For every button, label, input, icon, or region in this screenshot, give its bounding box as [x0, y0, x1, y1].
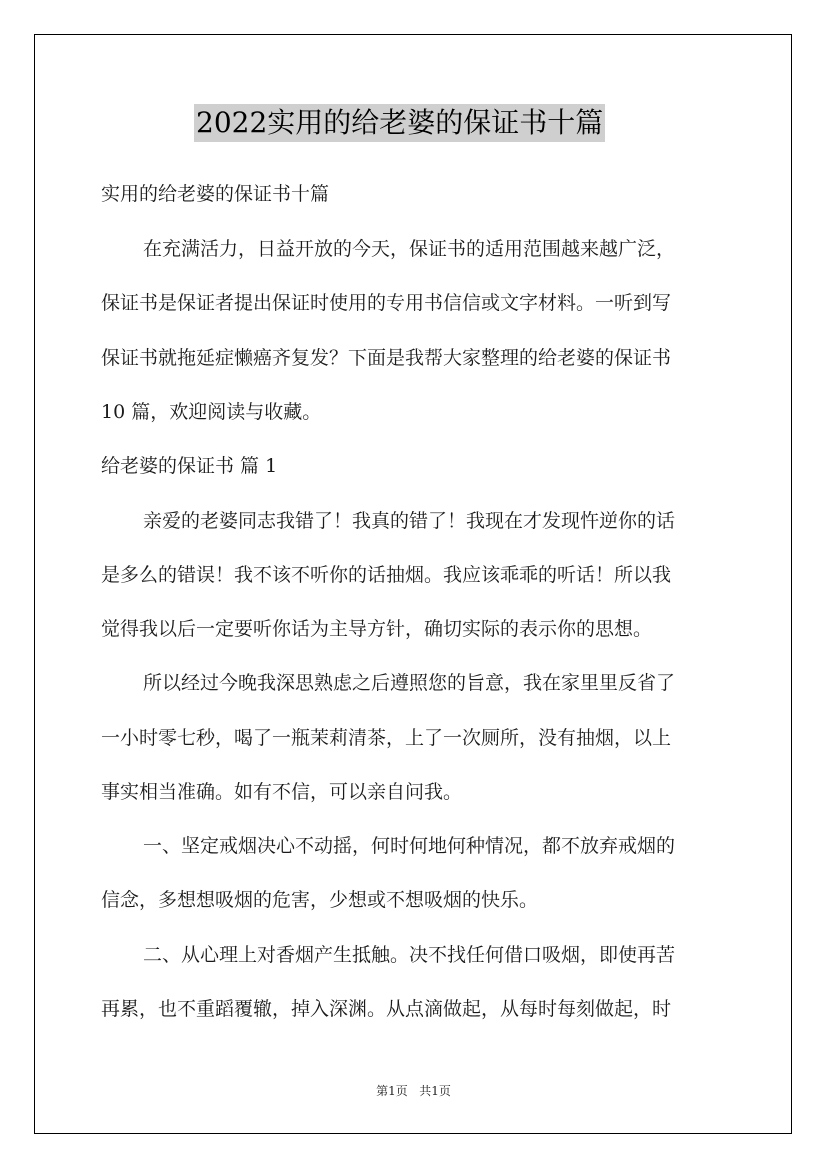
- document-title: 2022实用的给老婆的保证书十篇: [194, 104, 605, 142]
- subtitle-line: 实用的给老婆的保证书十篇: [101, 183, 330, 205]
- paragraph-line: 亲爱的老婆同志我错了！我真的错了！我现在才发现忤逆你的话: [143, 510, 676, 532]
- paragraph-line: 二、从心理上对香烟产生抵触。决不找任何借口吸烟，即使再苦: [143, 944, 676, 966]
- paragraph-line: 一、坚定戒烟决心不动摇，何时何地何种情况，都不放弃戒烟的: [143, 835, 676, 857]
- page-total: 共1页: [419, 1084, 451, 1098]
- paragraph-line: 觉得我以后一定要听你话为主导方针，确切实际的表示你的思想。: [101, 618, 653, 640]
- section-heading: 给老婆的保证书 篇 1: [101, 455, 278, 477]
- paragraph-line: 在充满活力，日益开放的今天，保证书的适用范围越来越广泛，: [143, 238, 676, 260]
- paragraph-line: 10 篇，欢迎阅读与收藏。: [101, 401, 322, 423]
- paragraph-line: 保证书是保证者提出保证时使用的专用书信信或文字材料。一听到写: [101, 292, 672, 314]
- paragraph-line: 所以经过今晚我深思熟虑之后遵照您的旨意，我在家里里反省了: [143, 672, 676, 694]
- paragraph-line: 再累，也不重蹈覆辙，掉入深渊。从点滴做起，从每时每刻做起，时: [101, 998, 672, 1020]
- page-footer: [0, 1083, 827, 1099]
- paragraph-line: 是多么的错误！我不该不听你的话抽烟。我应该乖乖的听话！所以我: [101, 564, 672, 586]
- paragraph-line: 保证书就拖延症懒癌齐复发？下面是我帮大家整理的给老婆的保证书: [101, 347, 672, 369]
- paragraph-line: 事实相当准确。如有不信，可以亲自问我。: [101, 781, 463, 803]
- paragraph-line: 一小时零七秒，喝了一瓶茉莉清茶，上了一次厕所，没有抽烟，以上: [101, 727, 672, 749]
- paragraph-line: 信念，多想想吸烟的危害，少想或不想吸烟的快乐。: [101, 889, 539, 911]
- page-number: 第1页: [376, 1084, 408, 1098]
